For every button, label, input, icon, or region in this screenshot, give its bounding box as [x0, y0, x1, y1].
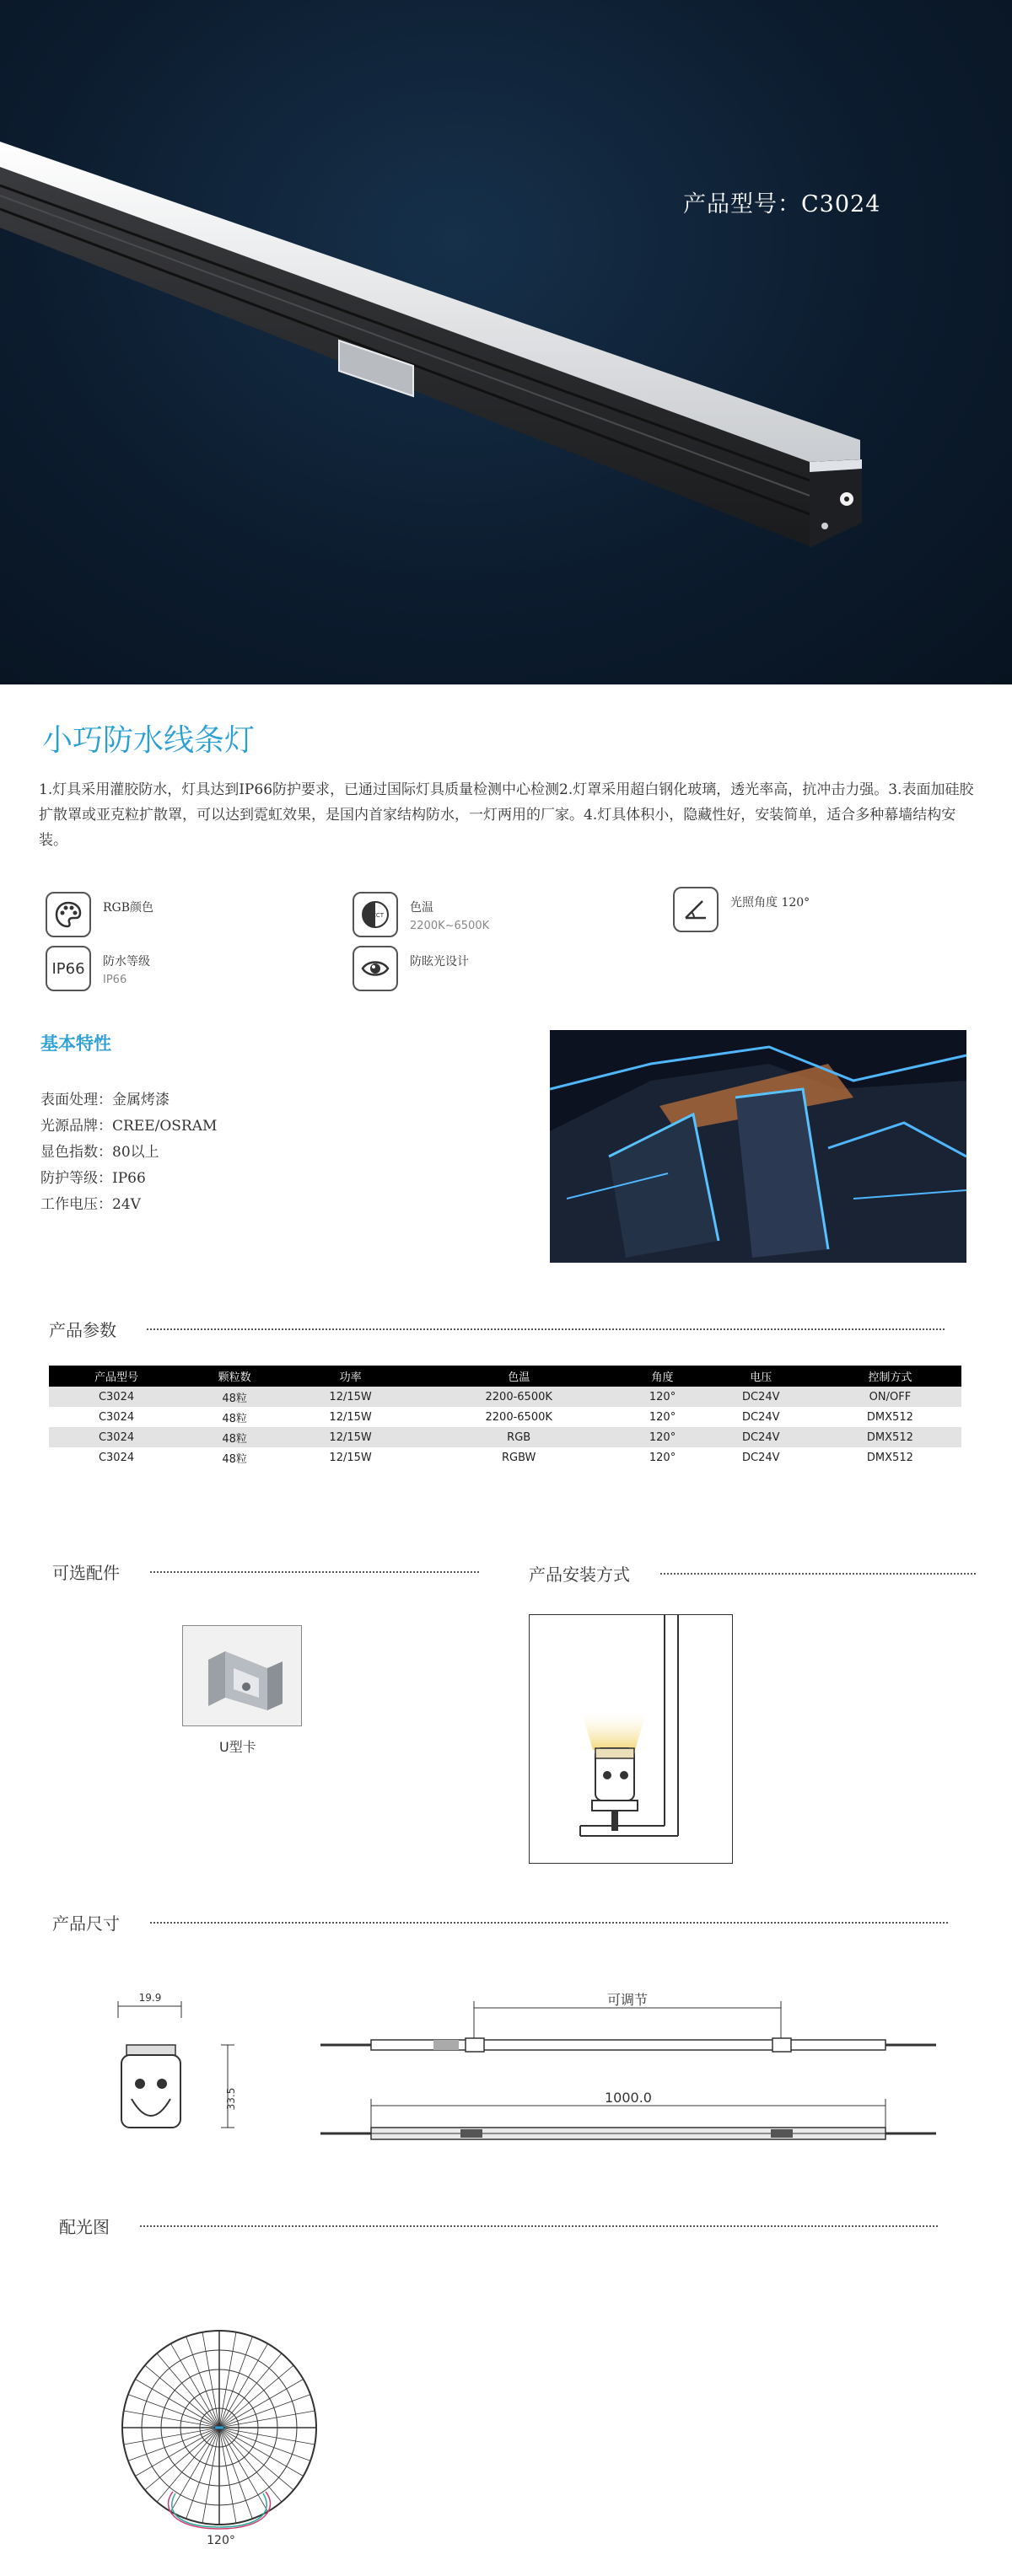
product-rendering [0, 0, 1012, 684]
feature-label: 防眩光设计 [410, 955, 469, 969]
top-view-drawing [320, 1992, 936, 2052]
ip66-icon [46, 946, 91, 991]
table-header-cell: 色温 [416, 1366, 622, 1387]
section-title: 产品尺寸 [52, 1913, 120, 1934]
section-divider [660, 1573, 976, 1575]
cross-section-drawing [118, 1992, 237, 2128]
table-cell: DC24V [742, 1451, 780, 1464]
table-cell: 48粒 [184, 1427, 285, 1447]
section-title: 产品参数 [49, 1320, 116, 1340]
table-cell: 12/15W [285, 1427, 416, 1447]
spec-item: 表面处理：金属烤漆 [40, 1092, 170, 1108]
table-header-cell: 功率 [285, 1366, 416, 1387]
table-cell: 2200-6500K [416, 1387, 622, 1407]
feature-label: RGB颜色 [103, 901, 154, 915]
light-distribution-section-header [59, 2214, 938, 2238]
table-cell: DC24V [742, 1410, 780, 1424]
table-cell: C3024 [98, 1451, 135, 1464]
table-header-cell: 电压 [703, 1366, 819, 1387]
install-section-header [529, 1561, 976, 1586]
table-row [49, 1407, 961, 1427]
table-cell: DMX512 [866, 1451, 913, 1464]
table-cell: 120° [622, 1387, 702, 1407]
ip66-icon-text: IP66 [51, 959, 85, 978]
table-cell: C3024 [49, 1387, 184, 1407]
table-cell: DMX512 [866, 1410, 913, 1424]
table-cell: 120° [649, 1410, 676, 1424]
table-cell: DMX512 [819, 1427, 961, 1447]
section-divider [140, 2225, 938, 2227]
application-photo [550, 1030, 966, 1263]
table-header-cell: 产品型号 [49, 1366, 184, 1387]
beam-angle-label: 120° [207, 2534, 235, 2547]
width-dimension: 19.9 [138, 1992, 162, 2004]
table-cell: 120° [649, 1451, 676, 1464]
feature-angle [673, 887, 810, 932]
table-cell: 48粒 [222, 1412, 247, 1425]
u-clip-photo [182, 1625, 302, 1726]
section-divider [150, 1922, 948, 1924]
table-cell: 120° [622, 1427, 702, 1447]
table-cell: C3024 [49, 1427, 184, 1447]
accessories-section-header [52, 1559, 479, 1584]
dimension-drawings [0, 1989, 1012, 2158]
spec-item: 光源品牌：CREE/OSRAM [40, 1118, 218, 1135]
table-cell: DC24V [703, 1427, 819, 1447]
spec-item: 工作电压：24V [40, 1196, 141, 1213]
table-header-cell: 角度 [622, 1366, 702, 1387]
table-cell: 12/15W [329, 1451, 372, 1464]
params-table [49, 1366, 961, 1468]
section-title: 产品安装方式 [529, 1564, 630, 1585]
table-cell: DC24V [703, 1387, 819, 1407]
table-cell: 48粒 [184, 1387, 285, 1407]
table-cell: 2200-6500K [485, 1410, 552, 1424]
palette-icon [46, 892, 91, 937]
section-divider [147, 1328, 945, 1330]
spec-item: 防护等级：IP66 [40, 1170, 146, 1187]
accessory-label: U型卡 [219, 1739, 256, 1755]
table-cell: 12/15W [329, 1410, 372, 1424]
eye-icon [353, 946, 398, 991]
hero-banner [0, 0, 1012, 684]
feature-label: 色温 [410, 901, 433, 915]
product-title: 小巧防水线条灯 [42, 723, 256, 758]
table-cell: 48粒 [222, 1452, 247, 1466]
feature-label: 光照角度 120° [730, 896, 810, 910]
table-cell: RGB [416, 1427, 622, 1447]
section-title: 可选配件 [52, 1563, 120, 1583]
cct-icon-text: CCT [371, 912, 385, 919]
dimensions-section-header [52, 1910, 948, 1935]
height-dimension: 33.5 [225, 2087, 237, 2111]
feature-label: 防水等级 [103, 955, 150, 969]
params-section-header [49, 1317, 945, 1341]
feature-sub: IP66 [103, 974, 127, 986]
adjustable-label: 可调节 [606, 1992, 649, 2008]
length-dimension: 1000.0 [605, 2090, 652, 2106]
angle-icon [673, 887, 719, 932]
table-cell: C3024 [98, 1410, 135, 1424]
section-title: 配光图 [59, 2217, 110, 2237]
feature-sub: 2200K~6500K [410, 920, 490, 932]
table-header-row [49, 1366, 961, 1387]
table-cell: ON/OFF [819, 1387, 961, 1407]
basic-features-title: 基本特性 [40, 1033, 111, 1054]
table-header-cell: 控制方式 [819, 1366, 961, 1387]
table-row [49, 1447, 961, 1468]
cct-icon [353, 892, 398, 937]
polar-distribution-diagram [0, 2276, 1012, 2576]
feature-ip66 [46, 946, 150, 991]
table-cell: 12/15W [285, 1387, 416, 1407]
table-header-cell: 颗粒数 [184, 1366, 285, 1387]
spec-item: 显色指数：80以上 [40, 1144, 159, 1161]
table-cell: RGBW [501, 1451, 536, 1464]
feature-cct [353, 892, 489, 937]
feature-anti-glare [353, 946, 469, 991]
section-divider [150, 1571, 479, 1573]
model-label: 产品型号：C3024 [683, 191, 881, 217]
specs-list [40, 1087, 217, 1218]
install-diagram [529, 1614, 733, 1864]
feature-rgb [46, 892, 153, 937]
table-row [49, 1427, 961, 1447]
side-view-drawing [320, 2090, 936, 2139]
product-description: 1.灯具采用灌胶防水，灯具达到IP66防护要求，已通过国际灯具质量检测中心检测2.灯罩采用超白钢化玻璃，透光率高，抗冲击力强。3.表面加硅胶扩散罩或亚克粒扩散罩，可以达到霓虹效果，是国内首家结构防水，一灯两用的厂家。4.灯具体积小，隐藏性好，安装简单，适合多种幕墙结构安装。 [39, 781, 974, 849]
table-row [49, 1387, 961, 1407]
